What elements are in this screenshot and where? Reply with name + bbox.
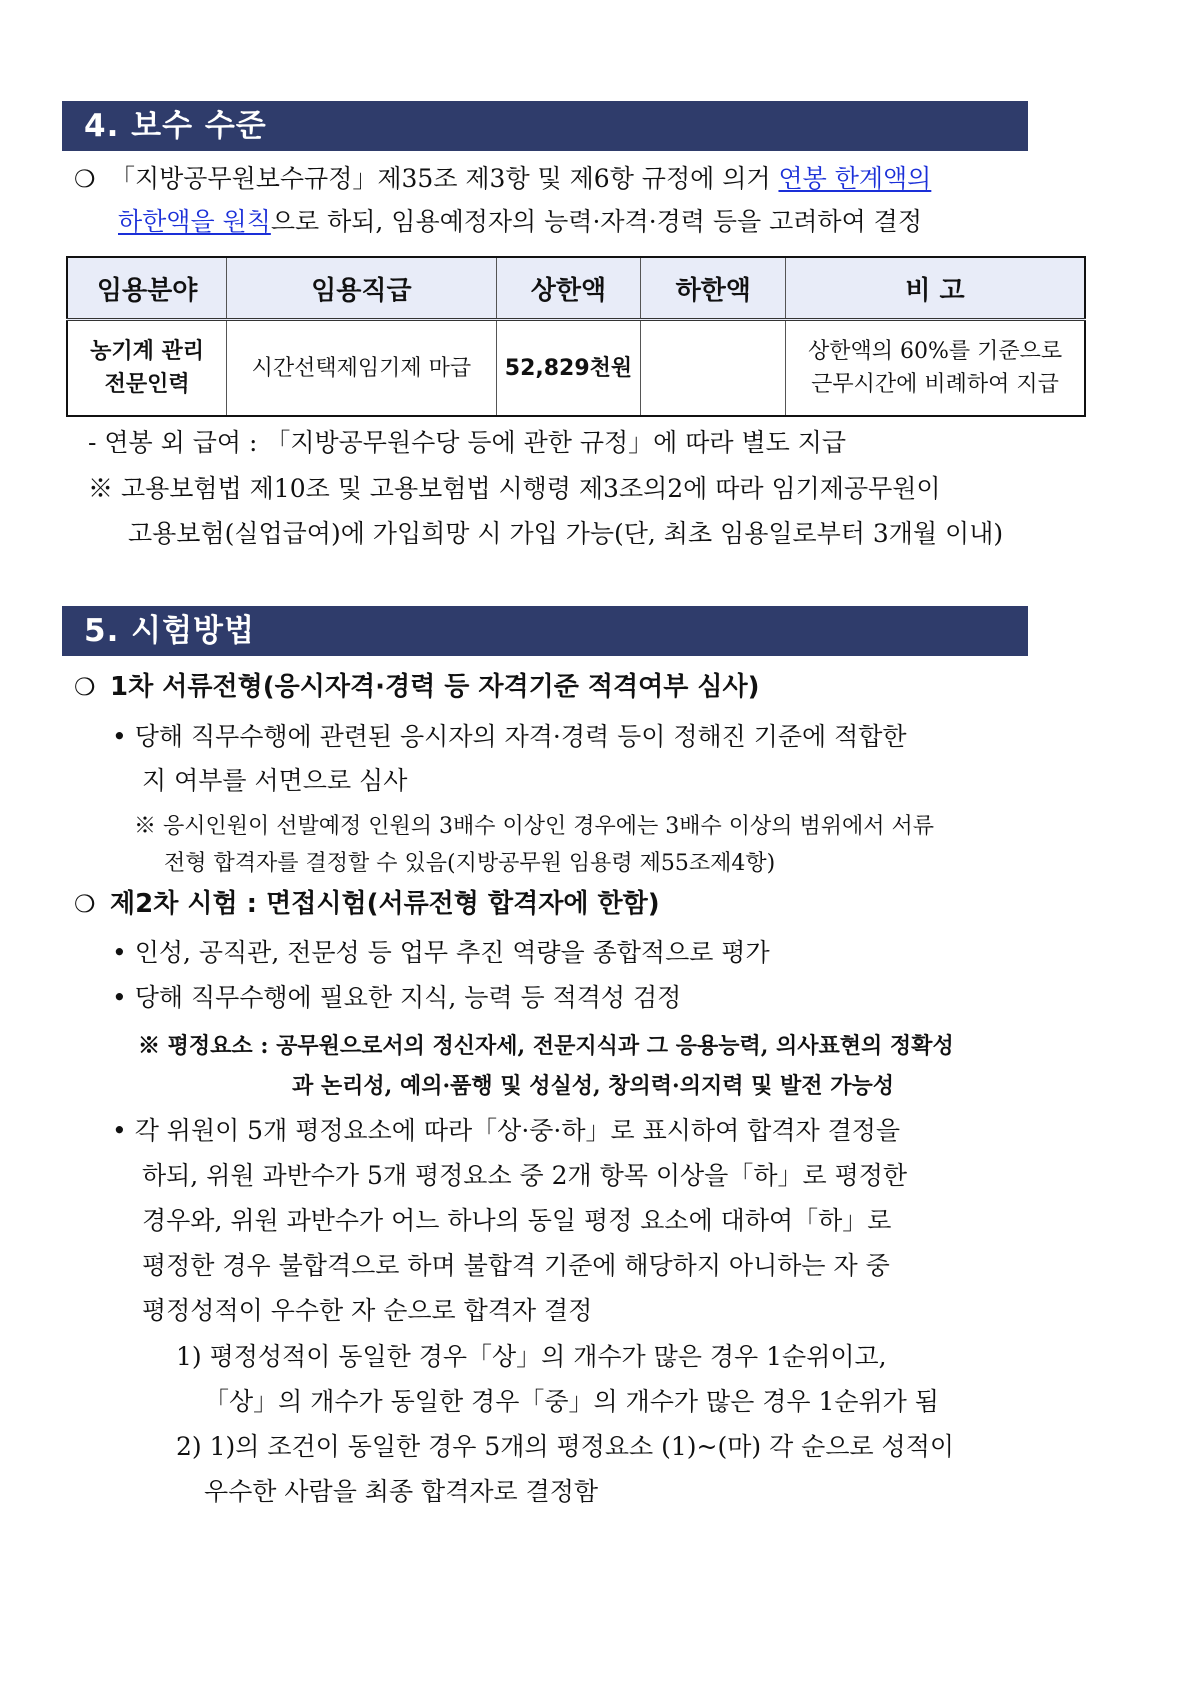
stage-2-item-2: • 당해 직무수행에 필요한 지식, 능력 등 적격성 검정 — [112, 983, 682, 1012]
circle-bullet-icon: ❍ — [74, 890, 96, 918]
paragraph-text: 으로 하되, 임용예정자의 능력·자격·경력 등을 고려하여 결정 — [270, 207, 922, 236]
stage-1-note-line2: 전형 합격자를 결정할 수 있음(지방공무원 임용령 제55조제4항) — [164, 851, 776, 876]
section-4-paragraph-line1 — [74, 162, 1088, 196]
highlight-text: 하한액을 원칙 — [118, 207, 271, 236]
stage-2-title — [74, 887, 660, 921]
header-lower: 하한액 — [641, 257, 786, 320]
cell-lower — [641, 320, 786, 417]
section-4-note-2-line2: 고용보험(실업급여)에 가입희망 시 가입 가능(단, 최초 임용일로부터 3개월 이내) — [128, 519, 1004, 548]
section-4-note-1: - 연봉 외 급여 : 「지방공무원수당 등에 관한 규정」에 따라 별도 지급 — [88, 428, 847, 457]
cell-field — [67, 320, 227, 417]
header-upper: 상한액 — [496, 257, 641, 320]
circle-bullet-icon: ❍ — [74, 165, 96, 193]
decision-line-5: 평정성적이 우수한 자 순으로 합격자 결정 — [142, 1296, 593, 1325]
stage-1-title — [74, 670, 760, 704]
decision-line-1: • 각 위원이 5개 평정요소에 따라「상·중·하」로 표시하여 합격자 결정을 — [112, 1116, 901, 1145]
table-row — [67, 320, 1085, 417]
cell-note-line2: 근무시간에 비례하여 지급 — [811, 372, 1059, 397]
cell-note — [786, 320, 1085, 417]
cell-note-line1: 상한액의 60%를 기준으로 — [807, 339, 1063, 364]
stage-2-title-text: 제2차 시험 : 면접시험(서류전형 합격자에 한함) — [110, 889, 660, 919]
tie-rule-1-line2: 「상」의 개수가 동일한 경우「중」의 개수가 많은 경우 1순위가 됨 — [204, 1387, 939, 1416]
cell-upper: 52,829천원 — [496, 320, 641, 417]
criteria-line2: 과 논리성, 예의·품행 및 성실성, 창의력·의지력 및 발전 가능성 — [292, 1073, 894, 1099]
header-grade: 임용직급 — [227, 257, 496, 320]
decision-line-4: 평정한 경우 불합격으로 하며 불합격 기준에 해당하지 아니하는 자 중 — [142, 1251, 890, 1280]
stage-1-note-line1: ※ 응시인원이 선발예정 인원의 3배수 이상인 경우에는 3배수 이상의 범위에서 서류 — [134, 814, 934, 839]
stage-1-item-line2: 지 여부를 서면으로 심사 — [142, 766, 408, 795]
salary-table — [66, 256, 1086, 417]
table-header-row — [67, 257, 1085, 320]
section-5-header: 5. 시험방법 — [62, 606, 1028, 656]
paragraph-text: 「지방공무원보수규정」제35조 제3항 및 제6항 규정에 의거 — [110, 164, 779, 193]
stage-1-item-line1: • 당해 직무수행에 관련된 응시자의 자격·경력 등이 정해진 기준에 적합한 — [112, 722, 907, 751]
stage-1-title-text: 1차 서류전형(응시자격·경력 등 자격기준 적격여부 심사) — [110, 672, 760, 702]
circle-bullet-icon: ❍ — [74, 673, 96, 701]
highlight-text: 연봉 한계액의 — [778, 164, 932, 193]
decision-line-2: 하되, 위원 과반수가 5개 평정요소 중 2개 항목 이상을「하」로 평정한 — [142, 1161, 908, 1190]
tie-rule-1-line1: 1) 평정성적이 동일한 경우「상」의 개수가 많은 경우 1순위이고, — [176, 1342, 887, 1371]
tie-rule-2-line2: 우수한 사람을 최종 합격자로 결정함 — [204, 1477, 599, 1506]
section-4-header: 4. 보수 수준 — [62, 101, 1028, 151]
criteria-line1: ※ 평정요소 : 공무원으로서의 정신자세, 전문지식과 그 응용능력, 의사표현의 정확성 — [138, 1033, 954, 1059]
stage-2-item-1: • 인성, 공직관, 전문성 등 업무 추진 역량을 종합적으로 평가 — [112, 938, 770, 967]
cell-field-line1: 농기계 관리 — [90, 339, 205, 364]
header-field: 임용분야 — [67, 257, 227, 320]
header-note: 비 고 — [786, 257, 1085, 320]
tie-rule-2-line1: 2) 1)의 조건이 동일한 경우 5개의 평정요소 (1)~(마) 각 순으로 성적이 — [176, 1432, 955, 1461]
cell-grade: 시간선택제임기제 마급 — [227, 320, 496, 417]
cell-field-line2: 전문인력 — [104, 372, 190, 397]
section-4-paragraph-line2 — [118, 205, 1088, 239]
section-4-note-2-line1: ※ 고용보험법 제10조 및 고용보험법 시행령 제3조의2에 따라 임기제공무원이 — [88, 474, 941, 503]
decision-line-3: 경우와, 위원 과반수가 어느 하나의 동일 평정 요소에 대하여「하」로 — [142, 1206, 892, 1235]
